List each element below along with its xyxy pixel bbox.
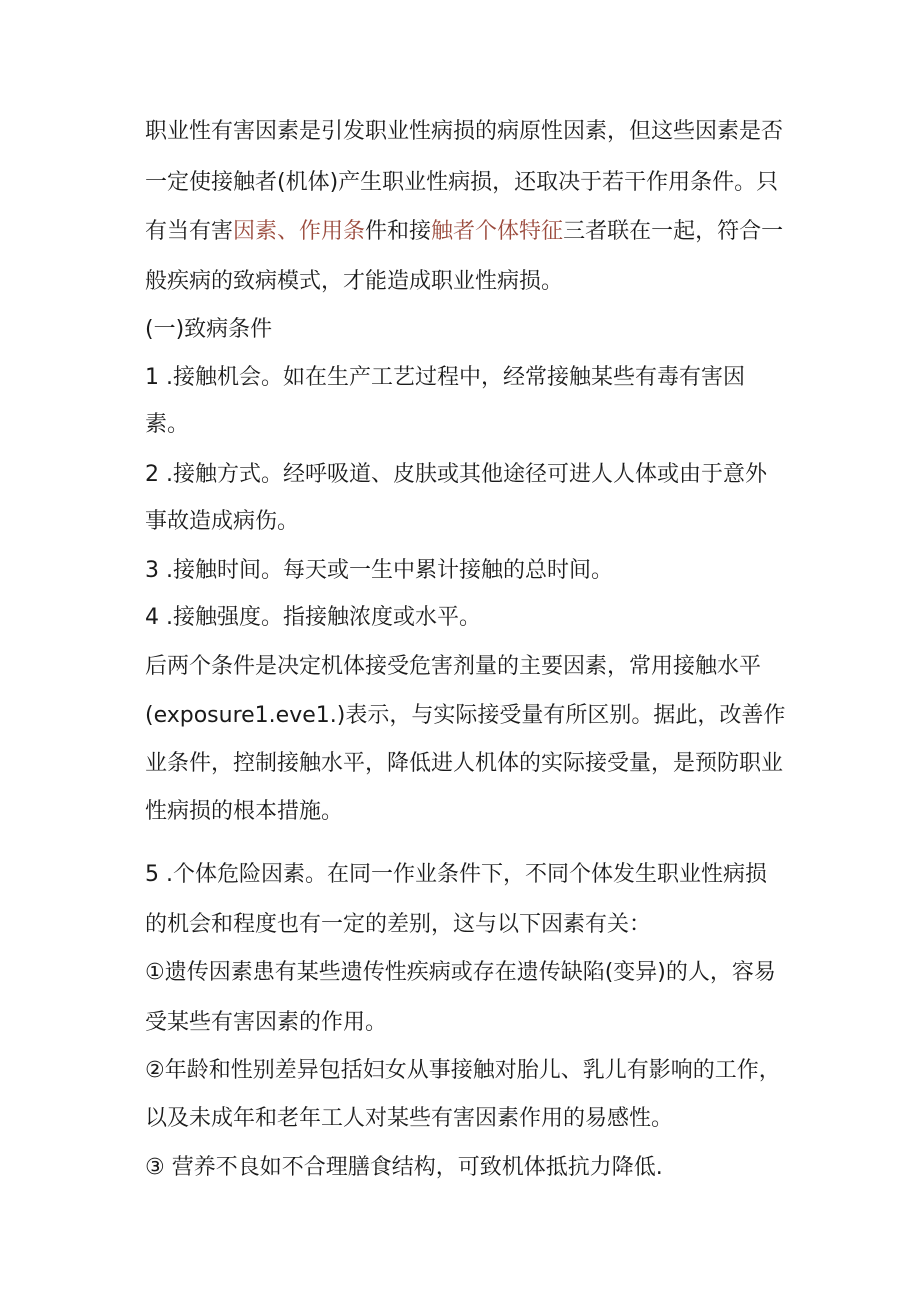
factor-1-line-2: 受某些有害因素的作用。 [145, 1010, 388, 1035]
list-item-2-line-2: 事故造成病伤。 [145, 509, 300, 534]
text-segment: 件和接 [365, 219, 432, 244]
list-item-5-line-2: 的机会和程度也有一定的差别，这与以下因素有关： [145, 912, 652, 937]
highlighted-text: 触者个体特征 [431, 219, 564, 244]
paragraph-2-line-4: 性病损的根本措施。 [145, 799, 344, 824]
factor-3: ③ 营养不良如不合理膳食结构，可致机体抵抗力降低. [145, 1155, 663, 1180]
paragraph-2-line-3: 业条件，控制接触水平，降低进人机体的实际接受量，是预防职业 [145, 751, 784, 776]
highlighted-text: 因素、作用条 [233, 219, 366, 244]
section-heading: (一)致病条件 [145, 317, 273, 342]
factor-2-line-2: 以及未成年和老年工人对某些有害因素作用的易感性。 [145, 1106, 674, 1131]
paragraph-1-line-3 [145, 217, 783, 247]
paragraph-1-line-2: 一定使接触者(机体)产生职业性病损，还取决于若干作用条件。只 [145, 170, 779, 195]
list-item-1-line-2: 素。 [145, 412, 190, 437]
list-item-3: 3 .接触时间。每天或一生中累计接触的总时间。 [145, 558, 613, 583]
text-segment: 三者联在一起，符合一 [563, 219, 784, 244]
factor-2-line-1: ②年龄和性别差异包括妇女从事接触对胎儿、乳儿有影响的工作， [145, 1058, 781, 1083]
list-item-4: 4 .接触强度。指接触浓度或水平。 [145, 605, 481, 630]
factor-1-line-1: ①遗传因素患有某些遗传性疾病或存在遗传缺陷(变异)的人，容易 [145, 960, 776, 985]
paragraph-2-line-2: (exposure1.eve1.)表示，与实际接受量有所区别。据此，改善作 [145, 703, 786, 728]
text-segment: 有当有害 [145, 219, 234, 244]
paragraph-2-line-1: 后两个条件是决定机体接受危害剂量的主要因素，常用接触水平 [145, 654, 762, 679]
paragraph-1-line-1: 职业性有害因素是引发职业性病损的病原性因素，但这些因素是否 [145, 119, 784, 144]
list-item-5-line-1: 5 .个体危险因素。在同一作业条件下，不同个体发生职业性病损 [145, 862, 767, 887]
list-item-2-line-1: 2 .接触方式。经呼吸道、皮肤或其他途径可进人人体或由于意外 [145, 462, 767, 487]
paragraph-1-line-4: 般疾病的致病模式，才能造成职业性病损。 [145, 269, 564, 294]
list-item-1-line-1: 1 .接触机会。如在生产工艺过程中，经常接触某些有毒有害因 [145, 365, 745, 390]
